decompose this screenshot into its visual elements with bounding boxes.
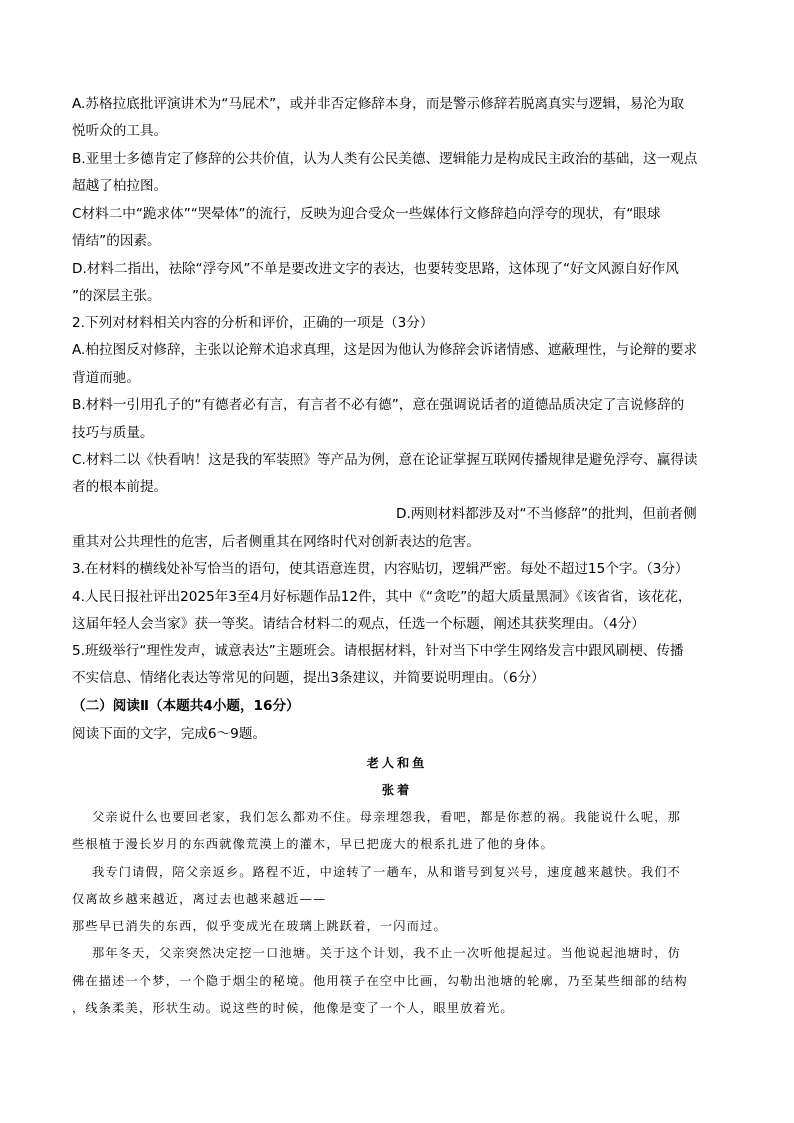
q2-option-c-line-2: 者的根本前提。 [72, 479, 168, 495]
story-title: 老人和鱼 [366, 756, 428, 770]
story-paragraph-4-line-2: 佛在描述一个梦，一个隐于烟尘的秘境。他用筷子在空中比画，勾勒出池塘的轮廓，乃至某些细部的结构 [72, 974, 688, 988]
question-4-line-2: 这届年轻人会当家》获一等奖。请结合材料二的观点，任选一个标题，阐述其获奖理由。（4分） [72, 616, 645, 632]
option-c-line-1: C材料二中“跪求体”“哭晕体”的流行，反映为迎合受众一些媒体行文修辞趋向浮夸的现状，有“眼球 [72, 206, 661, 222]
option-a-line-1: A.苏格拉底批评演讲术为“马屁术”，或并非否定修辞本身，而是警示修辞若脱离真实与逻辑，易沦为取 [72, 96, 684, 112]
question-4-line-1: 4.人民日报社评出2025年3至4月好标题作品12件，其中《“贪吃”的超大质量黑洞》《该省省，该花花， [72, 589, 692, 605]
option-d-line-1: D.材料二指出，祛除“浮夸风”不单是要改进文字的表达，也要转变思路，这体现了“好文风源自好作风 [72, 261, 679, 277]
option-b-line-2: 超越了柏拉图。 [72, 178, 168, 194]
q2-option-b-line-1: B.材料一引用孔子的“有德者必有言，有言者不必有德”，意在强调说话者的道德品质决定了言说修辞的 [72, 397, 685, 413]
option-d-line-2: ”的深层主张。 [72, 288, 161, 304]
question-3: 3.在材料的横线处补写恰当的语句，使其语意连贯，内容贴切，逻辑严密。每处不超过15个字。（3分） [72, 561, 689, 577]
q2-option-b-line-2: 技巧与质量。 [72, 425, 154, 441]
option-c-line-2: 情结”的因素。 [72, 233, 161, 249]
question-5-line-1: 5.班级举行“理性发声，诚意表达”主题班会。请根据材料，针对当下中学生网络发言中跟风刷梗、传播 [72, 643, 684, 659]
story-paragraph-2-line-2: 仅离故乡越来越近，离过去也越来越近—— [72, 892, 327, 906]
q2-option-d-line-1: D.两则材料都涉及对“不当修辞”的批判，但前者侧 [396, 506, 697, 522]
story-paragraph-2-line-1: 我专门请假，陪父亲返乡。路程不近，中途转了一趟车，从和谐号到复兴号，速度越来越快。我们不 [92, 865, 682, 879]
question-5-line-2: 不实信息、情绪化表达等常见的问题，提出3条建议，并简要说明理由。（6分） [72, 670, 545, 686]
story-paragraph-3: 那些早已消失的东西，似乎变成光在玻璃上跳跃着，一闪而过。 [72, 919, 447, 933]
question-2: 2.下列对材料相关内容的分析和评价，正确的一项是（3分） [72, 315, 434, 331]
reading-instruction: 阅读下面的文字，完成6～9题。 [72, 726, 267, 742]
story-paragraph-4-line-3: ，线条柔美，形状生动。说这些的时候，他像是变了一个人，眼里放着光。 [72, 1001, 514, 1015]
q2-option-a-line-1: A.柏拉图反对修辞，主张以论辩术追求真理，这是因为他认为修辞会诉诸情感、遮蔽理性，与论辩的要求 [72, 342, 698, 358]
q2-option-d-line-2: 重其对公共理性的危害，后者侧重其在网络时代对创新表达的危害。 [72, 534, 480, 550]
story-paragraph-1-line-2: 些根植于漫长岁月的东西就像荒漠上的灌木，早已把庞大的根系扎进了他的身体。 [72, 837, 554, 851]
option-a-line-2: 悦听众的工具。 [72, 123, 168, 139]
option-b-line-1: B.亚里士多德肯定了修辞的公共价值，认为人类有公民美德、逻辑能力是构成民主政治的基础，这一观点 [72, 151, 698, 167]
section-heading: （二）阅读Ⅱ（本题共4小题，16分） [72, 698, 300, 714]
story-paragraph-4-line-1: 那年冬天，父亲突然决定挖一口池塘。关于这个计划，我不止一次听他提起过。当他说起池塘时，仿 [92, 946, 682, 960]
story-author: 张着 [381, 783, 413, 797]
q2-option-a-line-2: 背道而驰。 [72, 370, 140, 386]
story-paragraph-1-line-1: 父亲说什么也要回老家，我们怎么都劝不住。母亲埋怨我，看吧，都是你惹的祸。我能说什么呢，那 [92, 810, 682, 824]
q2-option-c-line-1: C.材料二以《快看呐！这是我的军装照》等产品为例，意在论证掌握互联网传播规律是避免浮夸、赢得读 [72, 452, 698, 468]
